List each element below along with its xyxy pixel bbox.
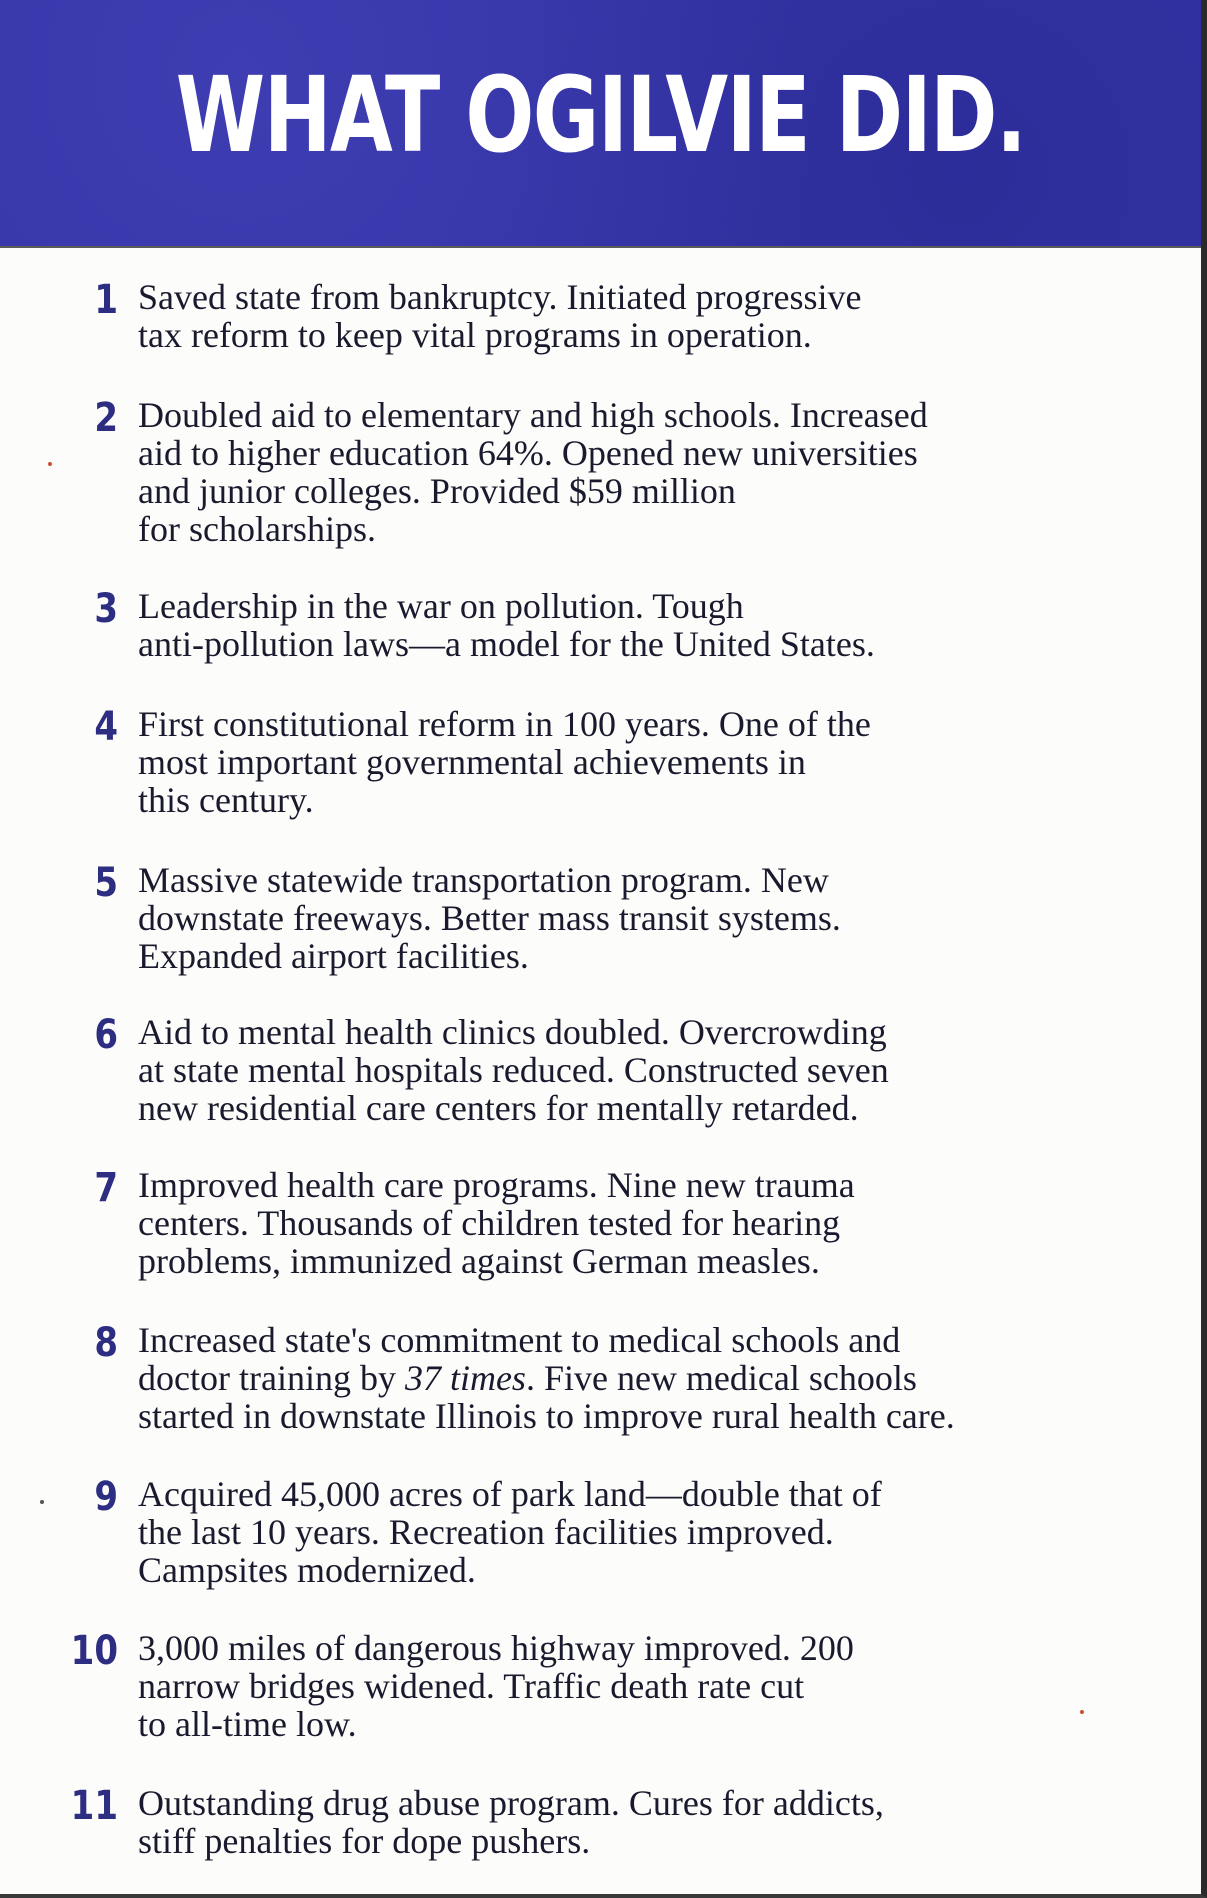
item-number: 3 <box>94 586 118 632</box>
item-line: started in downstate Illinois to improve rural health care. <box>138 1396 955 1436</box>
item-text <box>138 1629 1178 1743</box>
item-line: Expanded airport facilities. <box>138 936 529 976</box>
item-line: 3,000 miles of dangerous highway improved. 200 <box>138 1628 854 1668</box>
item-text <box>138 861 1178 975</box>
item-text <box>138 1166 1178 1280</box>
item-line: centers. Thousands of children tested for hearing <box>138 1203 841 1243</box>
item-number: 10 <box>70 1628 118 1674</box>
item-line: tax reform to keep vital programs in operation. <box>138 315 812 355</box>
item-line: stiff penalties for dope pushers. <box>138 1821 591 1861</box>
item-line: and junior colleges. Provided $59 million <box>138 471 736 511</box>
item-line: Acquired 45,000 acres of park land—double that of <box>138 1474 882 1514</box>
item-line: Leadership in the war on pollution. Tough <box>138 586 744 626</box>
item-line: for scholarships. <box>138 509 376 549</box>
item-number: 5 <box>94 860 118 906</box>
item-line: doctor training by 37 times. Five new medical schools <box>138 1358 917 1398</box>
item-text <box>138 1321 1178 1435</box>
item-line: downstate freeways. Better mass transit systems. <box>138 898 841 938</box>
item-number: 11 <box>70 1783 118 1829</box>
page-title: WHAT OGILVIE DID. <box>175 54 1026 176</box>
item-number: 9 <box>94 1474 118 1520</box>
item-text <box>138 396 1178 548</box>
item-line: most important governmental achievements in <box>138 742 806 782</box>
item-line: new residential care centers for mentally retarded. <box>138 1088 859 1128</box>
item-line: narrow bridges widened. Traffic death rate cut <box>138 1666 805 1706</box>
item-number: 1 <box>94 277 118 323</box>
item-line: Improved health care programs. Nine new trauma <box>138 1165 855 1205</box>
item-line: Outstanding drug abuse program. Cures for addicts, <box>138 1783 884 1823</box>
paper-speck <box>1080 1710 1084 1714</box>
item-line: to all-time low. <box>138 1704 357 1744</box>
item-line: Aid to mental health clinics doubled. Overcrowding <box>138 1012 887 1052</box>
item-text <box>138 1013 1178 1127</box>
item-line: Saved state from bankruptcy. Initiated progressive <box>138 277 862 317</box>
item-line: at state mental hospitals reduced. Constructed seven <box>138 1050 889 1090</box>
item-number: 4 <box>94 704 118 750</box>
item-line: First constitutional reform in 100 years. One of the <box>138 704 871 744</box>
item-line: this century. <box>138 780 314 820</box>
paper-speck <box>48 462 52 466</box>
item-text <box>138 1784 1178 1860</box>
item-text <box>138 587 1178 663</box>
item-line: Campsites modernized. <box>138 1550 476 1590</box>
title-banner <box>0 0 1201 248</box>
item-text <box>138 705 1178 819</box>
item-line: anti-pollution laws—a model for the United States. <box>138 624 875 664</box>
item-line: Massive statewide transportation program. New <box>138 860 829 900</box>
item-line: the last 10 years. Recreation facilities improved. <box>138 1512 834 1552</box>
emphasis-text: 37 times <box>404 1358 526 1398</box>
item-text <box>138 278 1178 354</box>
item-number: 7 <box>94 1165 118 1211</box>
item-number: 6 <box>94 1012 118 1058</box>
item-line: Doubled aid to elementary and high schools. Increased <box>138 395 928 435</box>
item-line: aid to higher education 64%. Opened new universities <box>138 433 918 473</box>
item-text <box>138 1475 1178 1589</box>
paper-speck <box>40 1500 44 1504</box>
item-line: Increased state's commitment to medical schools and <box>138 1320 901 1360</box>
item-number: 2 <box>94 395 118 441</box>
item-line: problems, immunized against German measles. <box>138 1241 820 1281</box>
item-number: 8 <box>94 1320 118 1366</box>
